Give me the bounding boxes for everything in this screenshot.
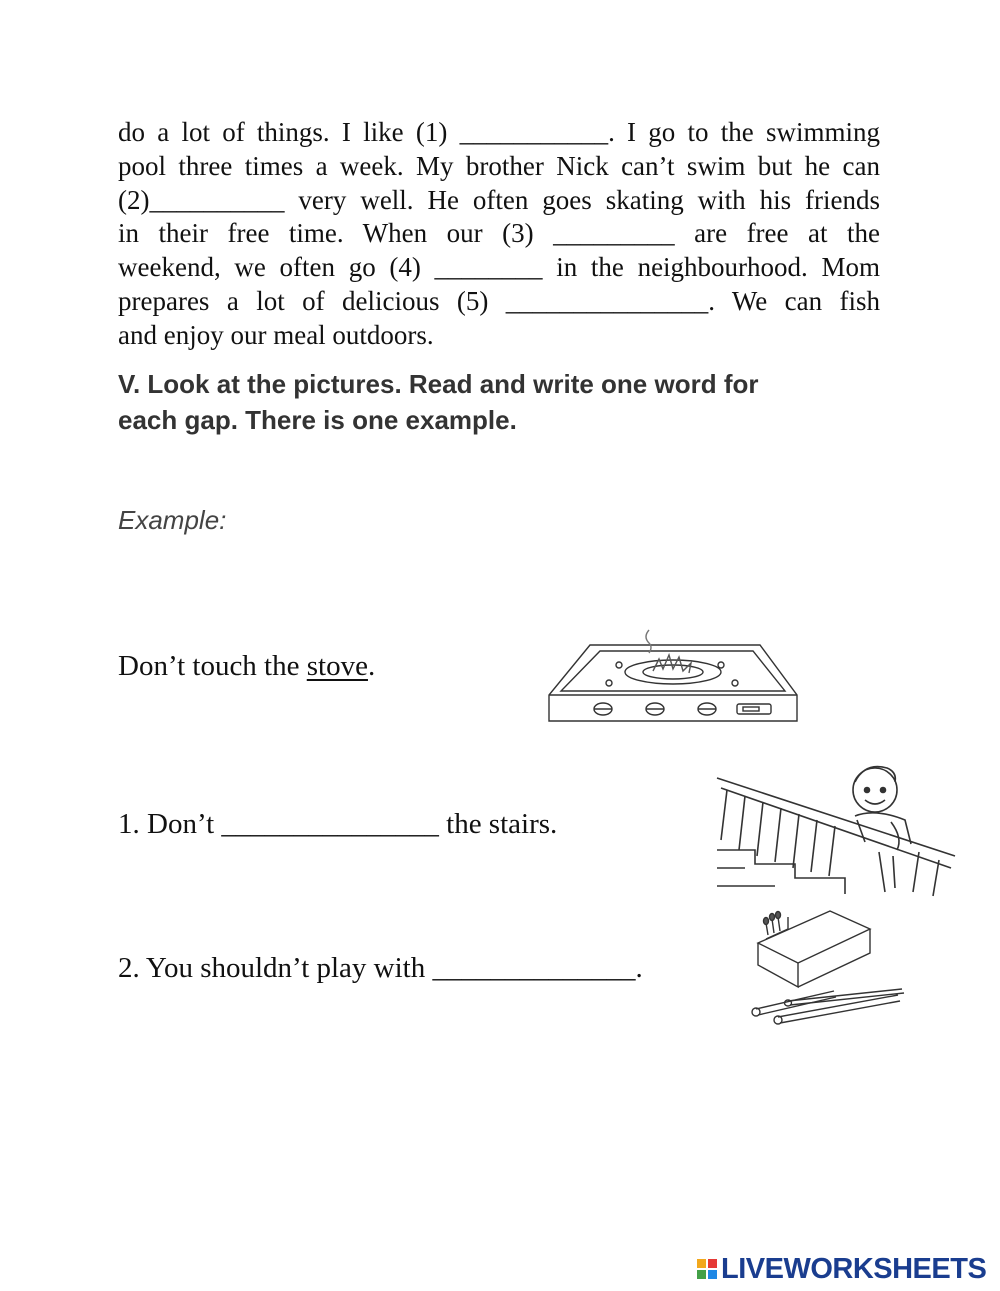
example-sentence: [118, 650, 375, 683]
passage-line: weekend, we often go (4) ________ in the neighbourhood. Mom: [118, 252, 880, 283]
section-heading-line2: each gap. There is one example.: [118, 405, 517, 435]
stove-icon: [545, 625, 800, 725]
liveworksheets-brand[interactable]: [697, 1252, 986, 1286]
brand-name: LIVEWORKSHEETS: [721, 1252, 987, 1285]
liveworksheets-logo-icon: [697, 1259, 717, 1279]
passage-line: (2)__________ very well. He often goes skating with his friends: [118, 184, 880, 215]
question-2: 2. You shouldn’t play with ______________.: [118, 952, 643, 984]
reading-passage: [118, 116, 880, 353]
example-label: Example:: [118, 505, 227, 535]
section-heading: [118, 366, 898, 438]
passage-line: do a lot of things. I like (1) ___________. I go to the swimming: [118, 117, 880, 147]
boy-on-stairs-icon: [715, 760, 960, 900]
passage-line: and enjoy our meal outdoors.: [118, 319, 434, 350]
matchbox-icon: [748, 905, 908, 1025]
passage-line: pool three times a week. My brother Nick can’t swim but he can: [118, 150, 880, 181]
example-suffix: .: [367, 650, 376, 682]
question-1: 1. Don’t _______________ the stairs.: [118, 808, 558, 840]
example-answer: stove: [306, 650, 368, 682]
passage-line: prepares a lot of delicious (5) _______________. We can fish: [118, 285, 880, 316]
section-heading-line1: V. Look at the pictures. Read and write one word for: [118, 369, 759, 399]
example-prefix: Don’t touch the: [118, 650, 307, 682]
passage-line: in their free time. When our (3) _________ are free at the: [118, 218, 880, 249]
